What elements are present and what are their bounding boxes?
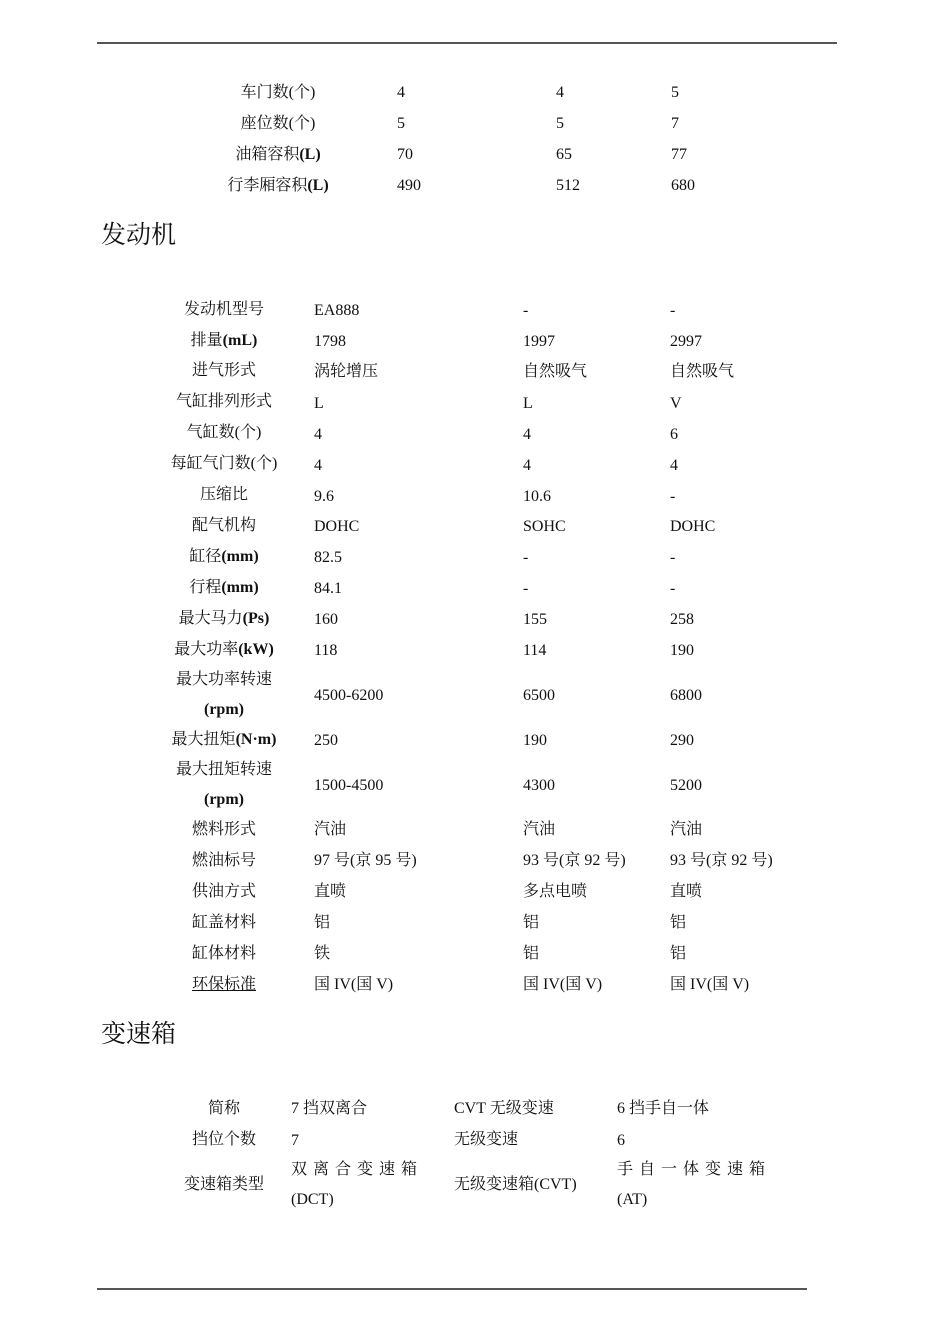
cell: DOHC <box>670 518 716 535</box>
cell <box>291 1155 423 1215</box>
row-label: 最大功率(kW) <box>174 641 274 658</box>
row-label: 排量(mL) <box>190 332 258 349</box>
row-label <box>159 755 289 815</box>
cell: 258 <box>670 611 694 628</box>
cell: CVT 无级变速 <box>454 1100 554 1117</box>
cell: 国 IV(国 V) <box>670 976 750 993</box>
cell: 250 <box>314 732 338 749</box>
row-label: 气缸排列形式 <box>175 393 272 410</box>
cell: 155 <box>523 611 547 628</box>
row-label <box>159 665 289 725</box>
row-label: 车门数(个) <box>240 84 316 101</box>
cell: 国 IV(国 V) <box>523 976 603 993</box>
cell: 93 号(京 92 号) <box>670 852 773 869</box>
row-label: 压缩比 <box>199 486 248 503</box>
cell: 160 <box>314 611 338 628</box>
row-label: 最大马力(Ps) <box>178 610 270 627</box>
cell: 国 IV(国 V) <box>314 976 394 993</box>
row-label: 缸盖材料 <box>191 914 256 931</box>
cell: 10.6 <box>523 488 551 505</box>
cell: 97 号(京 95 号) <box>314 852 417 869</box>
row-label: 配气机构 <box>191 517 256 534</box>
cell: 4 <box>314 426 322 443</box>
cell: 190 <box>523 732 547 749</box>
cell: 铝 <box>523 945 540 962</box>
cell: 5 <box>671 84 679 101</box>
cell: 6800 <box>670 687 702 704</box>
cell: 7 <box>291 1132 299 1149</box>
row-label-line: 最大扭矩转速 <box>175 761 272 778</box>
row-label: 气缸数(个) <box>186 424 262 441</box>
cell: 190 <box>670 642 694 659</box>
cell: 70 <box>397 146 413 163</box>
cell: 84.1 <box>314 580 342 597</box>
cell-line: 手自一体变速箱 <box>617 1161 772 1178</box>
row-label-text: 环保标准 <box>191 976 256 993</box>
cell: 无级变速箱(CVT) <box>454 1176 577 1193</box>
cell: 铁 <box>314 945 331 962</box>
cell: 1997 <box>523 333 555 350</box>
cell: - <box>523 580 529 597</box>
cell: 7 <box>671 115 679 132</box>
row-label: 发动机型号 <box>183 301 264 318</box>
header-rule <box>97 42 837 44</box>
cell: 汽油 <box>314 821 347 838</box>
cell: - <box>670 580 676 597</box>
section-heading-engine: 发动机 <box>101 222 177 249</box>
cell: 汽油 <box>670 821 703 838</box>
footer-rule <box>97 1288 807 1290</box>
cell: EA888 <box>314 302 360 319</box>
cell: 77 <box>671 146 687 163</box>
row-label: 缸径(mm) <box>189 548 259 565</box>
row-label-unit: (rpm) <box>204 701 244 718</box>
row-label: 变速箱类型 <box>183 1176 264 1193</box>
cell: 直喷 <box>670 883 703 900</box>
cell: 93 号(京 92 号) <box>523 852 626 869</box>
cell: 65 <box>556 146 572 163</box>
row-label: 挡位个数 <box>191 1131 256 1148</box>
cell: 6 挡手自一体 <box>617 1100 710 1117</box>
cell: 5 <box>397 115 405 132</box>
row-label: 最大扭矩(N·m) <box>171 731 277 748</box>
cell-line: 双离合变速箱 <box>291 1161 424 1178</box>
cell: 6 <box>670 426 678 443</box>
cell: 6500 <box>523 687 555 704</box>
row-label: 行程(mm) <box>189 579 259 596</box>
row-label: 供油方式 <box>191 883 256 900</box>
row-label: 燃油标号 <box>191 852 256 869</box>
cell: 7 挡双离合 <box>291 1100 368 1117</box>
cell: 铝 <box>314 914 331 931</box>
row-label: 座位数(个) <box>240 115 316 132</box>
cell: 自然吸气 <box>523 363 588 380</box>
cell: 铝 <box>670 914 687 931</box>
cell: 4 <box>523 426 531 443</box>
cell: 4500-6200 <box>314 687 384 704</box>
row-label: 每缸气门数(个) <box>170 455 278 472</box>
cell: 4 <box>556 84 564 101</box>
cell: - <box>523 302 529 319</box>
cell: 铝 <box>523 914 540 931</box>
cell: 自然吸气 <box>670 363 735 380</box>
cell: 118 <box>314 642 338 659</box>
cell: 82.5 <box>314 549 342 566</box>
cell: L <box>314 395 324 412</box>
cell: 4 <box>670 457 678 474</box>
cell: 114 <box>523 642 547 659</box>
cell: DOHC <box>314 518 360 535</box>
cell: - <box>670 302 676 319</box>
row-label <box>159 975 289 995</box>
cell: 5 <box>556 115 564 132</box>
cell: 9.6 <box>314 488 334 505</box>
cell: 涡轮增压 <box>314 363 379 380</box>
row-label: 燃料形式 <box>191 821 256 838</box>
row-label: 行李厢容积(L) <box>227 177 329 194</box>
cell: 512 <box>556 177 580 194</box>
row-label-line: 最大功率转速 <box>175 671 272 688</box>
cell: 4 <box>314 457 322 474</box>
cell-line: (DCT) <box>291 1191 334 1208</box>
row-label: 油箱容积(L) <box>235 146 321 163</box>
row-label-unit: (rpm) <box>204 791 244 808</box>
cell: 5200 <box>670 777 702 794</box>
cell-line: (AT) <box>617 1191 648 1208</box>
cell: 290 <box>670 732 694 749</box>
cell: 6 <box>617 1132 625 1149</box>
row-label: 缸体材料 <box>191 945 256 962</box>
cell <box>617 1155 771 1215</box>
cell: 多点电喷 <box>523 883 588 900</box>
cell: 680 <box>671 177 695 194</box>
cell: 铝 <box>670 945 687 962</box>
cell: 4300 <box>523 777 555 794</box>
cell: SOHC <box>523 518 566 535</box>
cell: 1798 <box>314 333 346 350</box>
cell: - <box>670 488 676 505</box>
cell: 汽油 <box>523 821 556 838</box>
cell: 490 <box>397 177 421 194</box>
cell: L <box>523 395 533 412</box>
cell: 4 <box>397 84 405 101</box>
cell: 1500-4500 <box>314 777 384 794</box>
row-label: 简称 <box>207 1100 240 1117</box>
cell: - <box>523 549 529 566</box>
cell: V <box>670 395 682 412</box>
cell: 4 <box>523 457 531 474</box>
section-heading-transmission: 变速箱 <box>101 1021 177 1048</box>
cell: 无级变速 <box>454 1131 519 1148</box>
cell: 直喷 <box>314 883 347 900</box>
cell: 2997 <box>670 333 702 350</box>
cell: - <box>670 549 676 566</box>
row-label: 进气形式 <box>191 362 256 379</box>
